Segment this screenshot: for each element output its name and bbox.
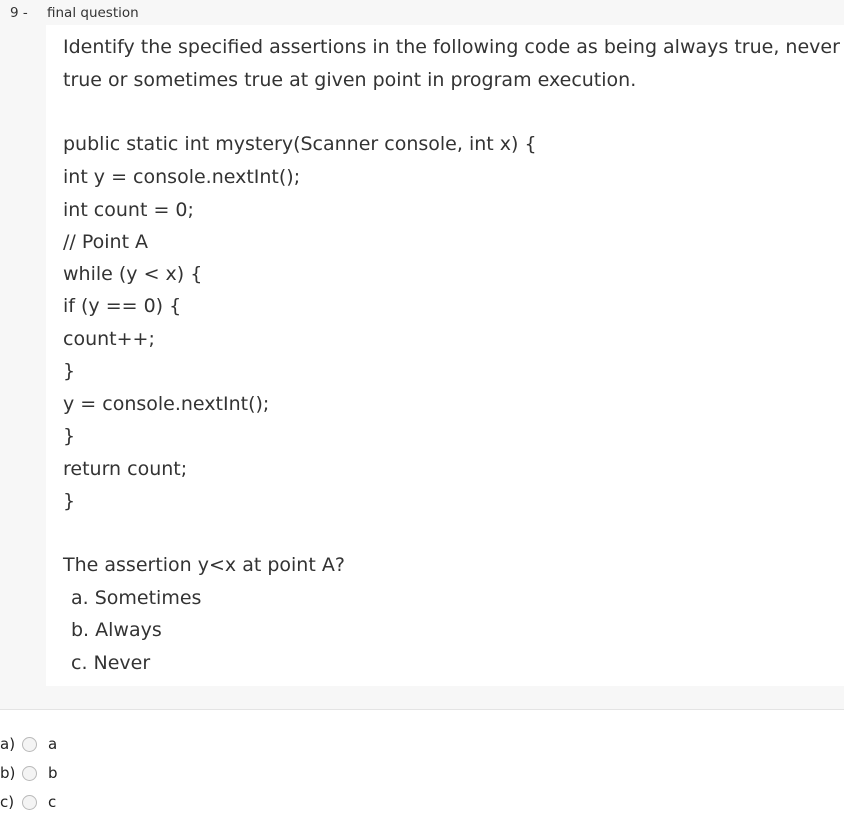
code-line: } <box>63 360 76 382</box>
answer-choice-c[interactable] <box>0 791 120 813</box>
code-line: // Point A <box>63 231 149 253</box>
radio-button-c[interactable] <box>22 795 37 810</box>
code-line: public static int mystery(Scanner console, int x) { <box>63 133 537 155</box>
code-line: int count = 0; <box>63 199 194 221</box>
answer-label: a <box>48 735 58 753</box>
option-line: c. Never <box>71 652 151 674</box>
question-body <box>46 25 844 686</box>
answer-letter: b) <box>0 764 16 782</box>
answer-letter: c) <box>0 793 15 811</box>
code-line: } <box>63 490 76 512</box>
radio-button-a[interactable] <box>22 737 37 752</box>
assertion-text: The assertion y<x at point A? <box>63 554 345 576</box>
code-line: count++; <box>63 328 155 350</box>
prompt-line: true or sometimes true at given point in program execution. <box>63 69 637 91</box>
answer-letter: a) <box>0 735 16 753</box>
question-title: final question <box>47 5 139 21</box>
answer-choice-a[interactable] <box>0 733 120 755</box>
code-line: if (y == 0) { <box>63 295 182 317</box>
code-line: int y = console.nextInt(); <box>63 166 301 188</box>
question-number: 9 - <box>10 5 28 21</box>
answer-choice-b[interactable] <box>0 762 120 784</box>
prompt-line: Identify the specified assertions in the following code as being always true, never <box>63 36 840 58</box>
code-line: y = console.nextInt(); <box>63 393 270 415</box>
option-line: a. Sometimes <box>71 587 202 609</box>
code-line: return count; <box>63 458 188 480</box>
option-line: b. Always <box>71 619 162 641</box>
radio-button-b[interactable] <box>22 766 37 781</box>
code-line: } <box>63 425 76 447</box>
answer-label: b <box>48 764 58 782</box>
code-line: while (y < x) { <box>63 263 203 285</box>
answer-label: c <box>48 793 57 811</box>
